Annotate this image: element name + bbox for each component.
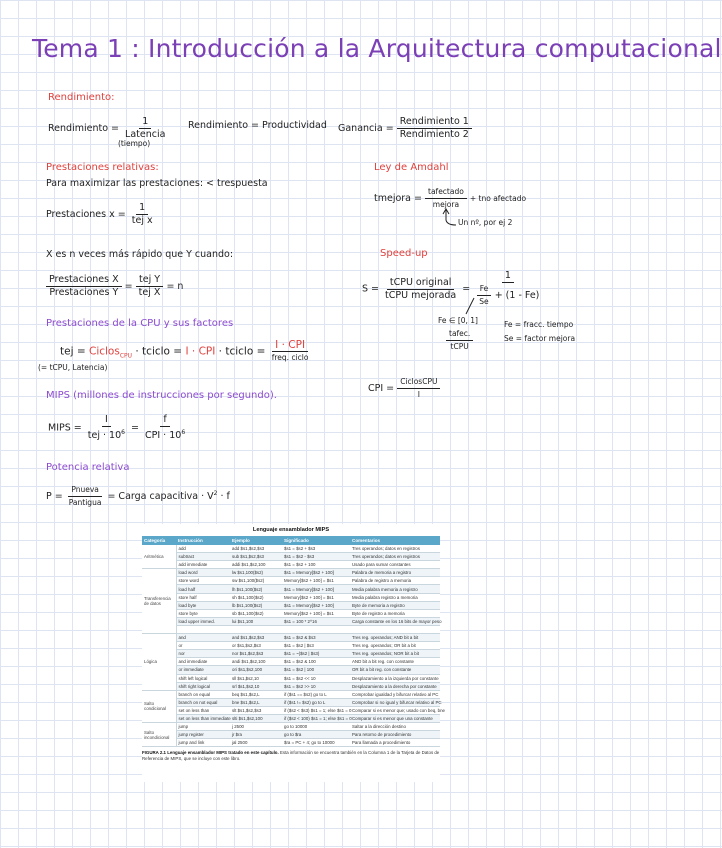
speedup-tafec-num: tafec. — [446, 328, 473, 341]
cpu-note: (= tCPU, Latencia) — [38, 363, 108, 372]
table-cell: $s1 = Memory[$s2 + 100] — [282, 569, 350, 577]
speedup-den2c: + (1 - Fe) — [494, 290, 540, 301]
table-row — [142, 674, 440, 682]
table-cell: go to $ra — [282, 731, 350, 739]
mips-formula: MIPS = $\frac{I}{tej \cdot 10^6}$ = $\frac{f}{CPI \cdot 10^6}$ — [48, 414, 188, 442]
potencia-lhs: P = — [46, 491, 63, 502]
table-cell: OR bit a bit reg. con constante — [350, 666, 440, 674]
speedup-den1: tCPU mejorada — [385, 289, 457, 301]
amdahl-heading: Ley de Amdahl — [374, 162, 449, 173]
rendimiento-num: 1 — [139, 116, 151, 129]
cpi-num: CiclosCPU — [397, 376, 440, 389]
rendimiento-den: Latencia — [125, 129, 166, 140]
ganancia-formula — [338, 116, 472, 141]
mips-den2 — [142, 427, 188, 442]
potencia-heading: Potencia relativa — [46, 462, 130, 473]
table-cell: jal 2500 — [230, 739, 282, 747]
table-cell: and immediate — [176, 658, 230, 666]
table-cell: Memory[$s2 + 100] = $s1 — [282, 577, 350, 585]
prestaciones-lhs: Prestaciones x = — [46, 209, 126, 220]
table-cell: jump and link — [176, 739, 230, 747]
table-cell: if ($s2 < $s3) $s1 = 1; else $s1 = 0 — [284, 707, 352, 713]
mips-table — [142, 536, 445, 747]
ganancia-fraction — [397, 116, 472, 141]
table-cell: Tres reg. operandos; AND bit a bit — [350, 634, 440, 642]
cpu-frac-num: I · CPI — [272, 339, 308, 352]
prestaciones-formula — [46, 202, 156, 227]
table-cell: srl $s1,$s2,10 — [230, 682, 282, 690]
table-cell: if ($s2 < 100) $s1 = 1; else $s1 = 0 — [284, 716, 352, 722]
header-cell: Comentarios — [350, 536, 440, 545]
speedup-frac — [446, 328, 473, 353]
cpu-frac-den: freq. ciclo — [271, 353, 309, 362]
table-cell: nor $s1,$s2,$s3 — [230, 650, 282, 658]
prestaciones-heading: Prestaciones relativas: — [46, 162, 159, 173]
rendimiento-formula — [48, 116, 168, 141]
rendimiento-fraction — [122, 116, 168, 141]
category-cell: Salto condicional — [142, 690, 176, 722]
table-cell: and $s1,$s2,$s3 — [230, 634, 282, 642]
table-row — [142, 731, 440, 739]
table-cell — [282, 625, 350, 633]
cpi-formula — [368, 376, 440, 401]
table-cell: store half — [176, 593, 230, 601]
speedup-def2: Se = factor mejora — [504, 334, 576, 343]
table-row — [142, 682, 440, 690]
header-cell: Instrucción — [176, 536, 230, 545]
table-cell: sb $s1,100($s2) — [230, 609, 282, 617]
table-row — [142, 666, 440, 674]
cpu-heading: Prestaciones de la CPU y sus factores — [46, 318, 234, 329]
cpu-icpi: I · CPI — [185, 345, 216, 358]
table-cell: or $s1,$s2,$s3 — [230, 642, 282, 650]
speedup-arrow — [460, 296, 480, 318]
table-cell: if ($s1 == $s2) go to L — [282, 690, 350, 698]
table-cell: branch on equal — [176, 690, 230, 698]
rendimiento-den-note: (tiempo) — [118, 139, 151, 148]
category-cell: Salto incondicional — [142, 723, 176, 747]
table-cell: Palabra de registro a memoria — [350, 577, 440, 585]
table-cell: $s1 = $s2 >> 10 — [282, 682, 350, 690]
potencia-fraction — [66, 484, 105, 509]
table-cell: or — [176, 642, 230, 650]
ratio-eq: = — [124, 281, 133, 292]
table-row — [142, 634, 440, 642]
table-cell: slti $s1,$s2,100 — [230, 714, 282, 722]
table-cell: $s1 = Memory[$s2 + 100] — [282, 601, 350, 609]
header-cell: Significado — [282, 536, 350, 545]
table-cell: $s1 = Memory[$s2 + 100] — [282, 585, 350, 593]
potencia-tail: · f — [220, 491, 230, 502]
mips-table-header — [142, 536, 440, 545]
cpu-lhs: tej = — [60, 345, 86, 358]
speedup-lhs: S = — [362, 283, 380, 295]
amdahl-tail: + tno afectado — [469, 194, 527, 203]
table-cell: add — [176, 545, 230, 553]
table-row — [142, 698, 440, 706]
potencia-exp: 2 — [213, 489, 218, 497]
cpi-lhs: CPI = — [368, 383, 395, 394]
table-cell: $s1 = 100 * 2^16 — [282, 617, 350, 625]
category-cell: Aritmética — [142, 545, 176, 569]
table-cell: add $s1,$s2,$s3 — [230, 545, 282, 553]
ratio-fraction2 — [136, 274, 164, 299]
table-row — [142, 617, 440, 625]
cpi-den: I — [417, 390, 420, 399]
table-row — [142, 585, 440, 593]
cpu-ciclos: Ciclos — [88, 345, 120, 358]
table-cell: Palabra de memoria a registro — [350, 569, 440, 577]
table-cell: sub $s1,$s2,$s3 — [230, 553, 282, 561]
table-row — [142, 690, 440, 698]
speedup-den2 — [473, 283, 542, 308]
cpu-fraction — [269, 339, 312, 364]
table-row — [142, 545, 440, 553]
potencia-num: Pnueva — [68, 484, 102, 497]
table-cell: load half — [176, 585, 230, 593]
table-cell: ori $s1,$s2,100 — [230, 666, 282, 674]
caption-bold: FIGURA 2.1 Lenguaje ensamblador MIPS tratado en este capítulo. — [142, 750, 279, 756]
cpu-formula — [60, 339, 311, 364]
table-cell — [176, 625, 230, 633]
table-cell: andi $s1,$s2,100 — [230, 658, 282, 666]
table-row — [142, 642, 440, 650]
table-cell: $s1 = $s2 | 100 — [282, 666, 350, 674]
table-cell: Desplazamiento a la derecha por constante — [350, 682, 440, 690]
mips-table-figure — [142, 524, 445, 782]
table-cell: lh $s1,100($s2) — [230, 585, 282, 593]
amdahl-note: Un nº, por ej 2 — [458, 218, 513, 227]
cpu-ciclos-sub: CPU — [119, 352, 133, 360]
table-cell: Saltar a la dirección destino — [350, 723, 440, 731]
table-cell: Media palabra registro a memoria — [350, 593, 440, 601]
table-cell: if ($s1 != $s2) go to L — [282, 698, 350, 706]
table-cell: Comprobar si no igual y bifurcar relativo al PC — [352, 699, 442, 705]
table-cell: store byte — [176, 609, 230, 617]
header-cell: Ejemplo — [230, 536, 282, 545]
amdahl-lhs: tmejora = — [374, 193, 422, 204]
rendimiento-heading: Rendimiento: — [48, 92, 115, 103]
prestaciones-line1: Para maximizar las prestaciones: < trespuesta — [46, 178, 268, 189]
table-cell: Comprobar igualdad y bifurcar relativo al PC — [352, 691, 439, 697]
table-cell: lb $s1,100($s2) — [230, 601, 282, 609]
speedup-fraction2 — [473, 270, 542, 308]
cpu-tciclo2: · tciclo = — [218, 345, 266, 358]
table-cell: Tres reg. operandos; OR bit a bit — [350, 642, 440, 650]
speedup-range: Fe ∈ [0, 1] — [438, 316, 478, 325]
table-cell: $s1 = $s2 - $s3 — [282, 553, 350, 561]
table-row — [142, 714, 440, 722]
mips-table-title: Lenguaje ensamblador MIPS — [252, 527, 330, 533]
cpu-tciclo: · tciclo = — [135, 345, 183, 358]
potencia-formula — [46, 484, 230, 509]
table-cell: sh $s1,100($s2) — [230, 593, 282, 601]
prestaciones-num: 1 — [136, 202, 148, 215]
rendimiento-lhs: Rendimiento = — [48, 123, 119, 134]
table-cell: jump register — [176, 731, 230, 739]
mips-heading: MIPS (millones de instrucciones por segundo). — [46, 390, 277, 401]
speedup-tafec-fraction — [446, 328, 473, 353]
category-cell: Transferencia de datos — [142, 569, 176, 634]
ratio-tail: = n — [166, 281, 184, 292]
mips-den2-text: CPI · 10 — [145, 430, 182, 442]
ganancia-den: Rendimiento 2 — [399, 129, 469, 140]
speedup-fraction1 — [382, 277, 459, 302]
mips-exp1: 6 — [121, 429, 125, 436]
ratio-den1: Prestaciones Y — [49, 287, 119, 298]
table-cell: jump — [176, 723, 230, 731]
header-cell: Categoría — [142, 536, 176, 545]
table-cell — [350, 625, 440, 633]
mips-num2: f — [160, 414, 169, 427]
table-row — [142, 650, 440, 658]
speedup-formula — [362, 270, 542, 308]
table-cell: nor — [176, 650, 230, 658]
table-cell: load upper immed. — [176, 617, 230, 625]
table-cell: Desplazamiento a la izquierda por constante — [352, 675, 439, 681]
mips-exp2: 6 — [181, 429, 186, 436]
table-row — [142, 609, 440, 617]
table-cell: shift right logical — [176, 682, 230, 690]
table-row — [142, 553, 440, 561]
table-cell: Comparar si es menor que una constante — [350, 714, 440, 722]
speedup-num1: tCPU original — [387, 277, 455, 290]
speedup-num2: 1 — [502, 270, 514, 283]
table-row — [142, 561, 440, 569]
speedup-eq: = — [462, 283, 471, 295]
table-cell — [230, 625, 282, 633]
table-cell: set on less than — [176, 706, 230, 714]
table-cell: Tres operandos; datos en registros — [350, 553, 440, 561]
mips-fraction2 — [142, 414, 188, 442]
potencia-den: Pantigua — [68, 498, 102, 507]
table-cell: load byte — [176, 601, 230, 609]
prestaciones-line2: X es n veces más rápido que Y cuando: — [46, 249, 234, 260]
table-row — [142, 577, 440, 585]
ratio-den2: tej X — [138, 287, 161, 298]
table-cell: Tres reg. operandos; NOR bit a bit — [350, 650, 440, 658]
table-cell: j 2500 — [230, 723, 282, 731]
speedup-def1: Fe = fracc. tiempo — [504, 320, 574, 329]
table-cell: branch on not equal — [176, 698, 230, 706]
table-cell: add immediate — [176, 561, 230, 569]
table-cell: addi $s1,$s2,100 — [230, 561, 282, 569]
ganancia-lhs: Ganancia = — [338, 123, 394, 134]
table-cell: $s1 = $s2 & $s3 — [282, 634, 350, 642]
table-cell: sll $s1,$s2,10 — [230, 674, 282, 682]
speedup-den2a: Fe — [477, 283, 492, 296]
table-cell: bne $s1,$s2,L — [230, 698, 282, 706]
table-cell: $s1 = $s2 & 100 — [282, 658, 350, 666]
table-cell: $ra = PC + 4; go to 10000 — [282, 739, 350, 747]
amdahl-num: tafectado — [425, 186, 467, 199]
mips-den1 — [85, 427, 128, 442]
prestaciones-fraction — [129, 202, 156, 227]
table-cell: Media palabra memoria a registro — [350, 585, 440, 593]
mips-table-caption — [142, 750, 440, 762]
table-row — [142, 739, 440, 747]
table-cell: $s1 = $s2 + $s3 — [282, 545, 350, 553]
table-cell: Tres operandos; datos en registros — [350, 545, 440, 553]
table-cell: beq $s1,$s2,L — [230, 690, 282, 698]
prestaciones-den: tej x — [131, 215, 153, 226]
table-cell: jr $ra — [230, 731, 282, 739]
table-cell: AND bit a bit reg. con constante — [350, 658, 440, 666]
table-cell: Byte de registro a memoria — [350, 609, 440, 617]
table-row — [142, 593, 440, 601]
table-cell: subtract — [176, 553, 230, 561]
ratio-fraction1 — [46, 274, 122, 299]
table-cell: lui $s1,100 — [230, 617, 282, 625]
table-cell: Memory[$s2 + 100] = $s1 — [282, 593, 350, 601]
mips-fraction1 — [85, 414, 128, 442]
ratio-formula — [46, 274, 183, 299]
page-title: Tema 1 : Introducción a la Arquitectura computacional — [32, 34, 722, 63]
table-cell: load word — [176, 569, 230, 577]
table-row — [142, 625, 440, 633]
table-cell: Comparar si es menor que; usado con beq, bne — [352, 707, 445, 713]
category-cell: Lógica — [142, 634, 176, 691]
table-row — [142, 723, 440, 731]
table-cell: $s1 = ~($s2 | $s3) — [282, 650, 350, 658]
table-cell: $s1 = $s2 + 100 — [282, 561, 350, 569]
table-row — [142, 569, 440, 577]
table-cell: and — [176, 634, 230, 642]
table-row — [142, 601, 440, 609]
mips-lhs: MIPS = — [48, 422, 82, 434]
table-cell: Usado para sumar constantes — [350, 561, 440, 569]
table-cell: or immediate — [176, 666, 230, 674]
ratio-num1: Prestaciones X — [46, 274, 122, 287]
table-cell: Byte de memoria a registro — [350, 601, 440, 609]
speedup-tafec-den: tCPU — [450, 342, 469, 351]
table-cell: go to 10000 — [282, 723, 350, 731]
amdahl-den: mejora — [432, 200, 460, 209]
productividad-formula: Rendimiento = Productividad — [188, 120, 327, 131]
ganancia-num: Rendimiento 1 — [397, 116, 472, 129]
table-cell: store word — [176, 577, 230, 585]
table-cell: slt $s1,$s2,$s3 — [230, 706, 282, 714]
caption-text: Esta información se encuentra también en la Columna 1 de la Tarjeta de Datos de Referencia de MIPS, que se incluye con este libro. — [142, 750, 440, 762]
mips-den1-text: tej · 10 — [87, 430, 122, 442]
table-cell: Para llamada a procedimiento — [350, 739, 440, 747]
table-cell: $s1 = $s2 << 10 — [282, 674, 350, 682]
table-cell: shift left logical — [176, 674, 230, 682]
cpi-fraction — [397, 376, 440, 401]
ratio-num2: tej Y — [136, 274, 163, 287]
table-cell: Memory[$s2 + 100] = $s1 — [282, 609, 350, 617]
table-cell: lw $s1,100($s2) — [230, 569, 282, 577]
table-cell: Para retorno de procedimiento — [350, 731, 440, 739]
table-cell: set on less than immediate — [176, 714, 230, 722]
table-row — [142, 658, 440, 666]
table-row — [142, 706, 440, 714]
speedup-den2b: Se — [479, 297, 489, 306]
table-cell: Carga constante en los 16 bits de mayor peso — [352, 618, 442, 624]
table-cell: sw $s1,100($s2) — [230, 577, 282, 585]
table-cell: $s1 = $s2 | $s3 — [282, 642, 350, 650]
potencia-rhs: = Carga capacitiva · V — [107, 491, 214, 502]
speedup-heading: Speed-up — [380, 248, 428, 259]
mips-num1: I — [102, 414, 111, 427]
